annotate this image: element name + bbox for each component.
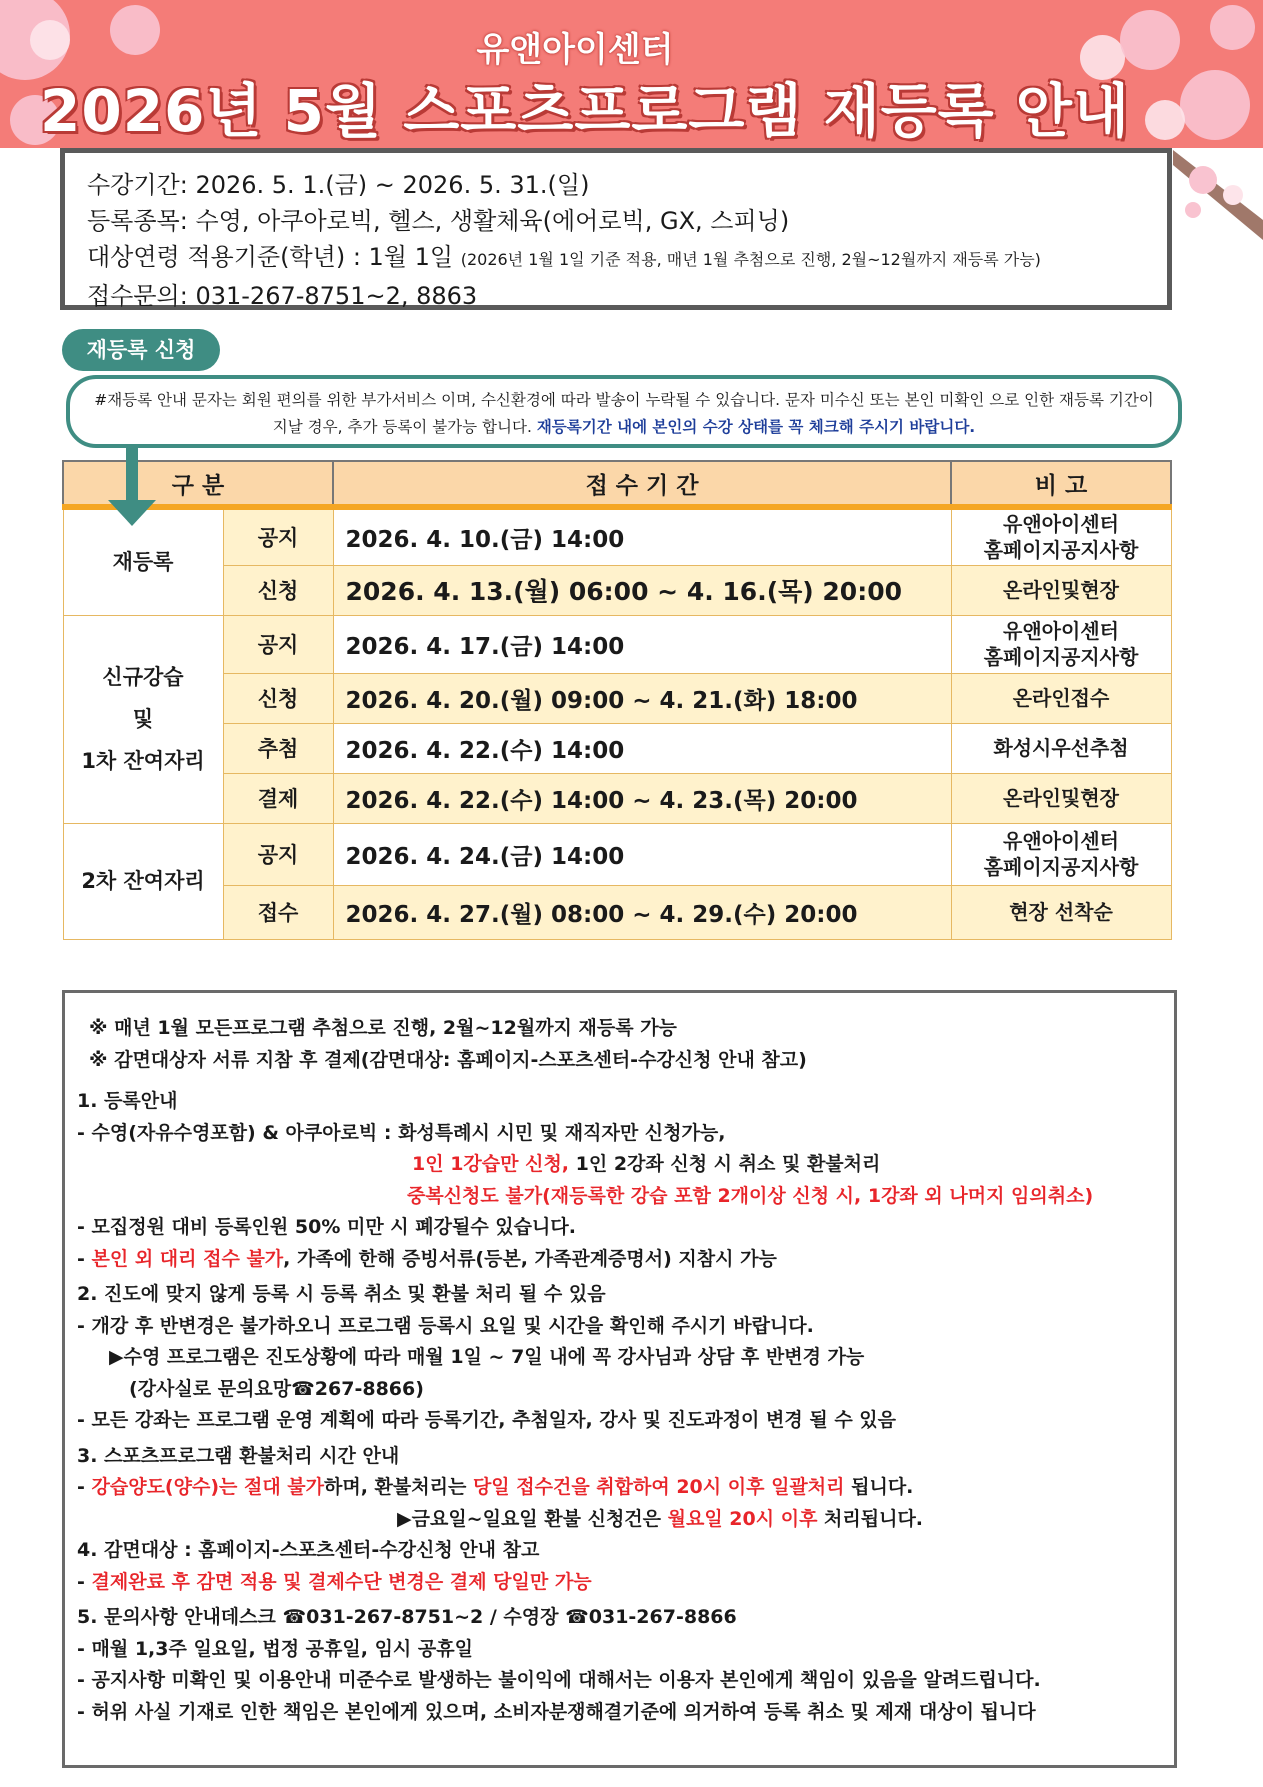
note-cell: 온라인및현장 (951, 773, 1171, 823)
cherry-branch-icon (1173, 140, 1263, 250)
guide-line (77, 1472, 1160, 1504)
red-text: 당일 접수건을 취합하여 20시 이후 일괄처리 (472, 1476, 845, 1498)
course-info-box (60, 148, 1172, 310)
red-text: 강습양도(양수)는 절대 불가 (91, 1476, 325, 1498)
type-cell: 신청 (223, 565, 333, 615)
age-rule-note: (2026년 1월 1일 기준 적용, 매년 1월 추첨으로 진행, 2월~12월까지 재등록 가능) (460, 250, 1041, 269)
period-cell: 2026. 4. 27.(월) 08:00 ~ 4. 29.(수) 20:00 (333, 885, 951, 939)
header-category: 구 분 (63, 461, 333, 507)
guide-line (77, 1567, 1160, 1599)
period-cell: 2026. 4. 22.(수) 14:00 ~ 4. 23.(목) 20:00 (333, 773, 951, 823)
header-banner (0, 0, 1263, 148)
type-cell: 신청 (223, 673, 333, 723)
category-cell: 신규강습 및 1차 잔여자리 (63, 615, 223, 823)
red-text: 중복신청도 불가(재등록한 강습 포함 2개이상 신청 시, 1강좌 외 나머지 임의취소) (407, 1184, 1094, 1207)
table-row (63, 673, 1171, 723)
schedule-table (62, 460, 1172, 940)
red-text: 월요일 20시 이후 (667, 1507, 818, 1530)
guide-line: ▶수영 프로그램은 진도상황에 따라 매월 1일 ~ 7일 내에 꼭 강사님과 상담 후 반변경 가능 (109, 1346, 865, 1368)
guide-line (77, 1149, 1160, 1181)
contact: 접수문의: 031-267-8751~2, 8863 (87, 282, 478, 310)
guide-line: - 모든 강좌는 프로그램 운영 계획에 따라 등록기간, 추첨일자, 강사 및 진도과정이 변경 될 수 있음 (77, 1409, 896, 1431)
type-cell: 공지 (223, 507, 333, 565)
section-title: 4. 감면대상 : 홈페이지-스포츠센터-수강신청 안내 참고 (77, 1539, 540, 1561)
guide-text: ▶금요일~일요일 환불 신청건은 (397, 1507, 668, 1530)
table-row (63, 723, 1171, 773)
guide-line: - 공지사항 미확인 및 이용안내 미준수로 발생하는 불이익에 대해서는 이용자 본인에게 책임이 있음을 알려드립니다. (77, 1669, 1041, 1691)
page-title: 2026년 5월 스포츠프로그램 재등록 안내 (40, 77, 1130, 145)
guide-box (62, 990, 1177, 1768)
guide-text: 하며, 환불처리는 (324, 1476, 473, 1498)
guide-text: , 가족에 한해 증빙서류(등본, 가족관계증명서) 지참시 가능 (283, 1247, 777, 1270)
age-rule (87, 239, 1147, 278)
programs: 등록종목: 수영, 아쿠아로빅, 헬스, 생활체육(에어로빅, GX, 스피닝) (87, 207, 790, 235)
table-row (63, 507, 1171, 565)
reregistration-label: 재등록 신청 (62, 329, 220, 371)
guide-text: - (77, 1570, 92, 1593)
table-row (63, 615, 1171, 673)
table-row (63, 885, 1171, 939)
red-text: 본인 외 대리 접수 불가 (91, 1247, 284, 1270)
guide-line: - 모집정원 대비 등록인원 50% 미만 시 폐강될수 있습니다. (77, 1216, 576, 1238)
guide-line (77, 1504, 1160, 1536)
section-title: 3. 스포츠프로그램 환불처리 시간 안내 (77, 1444, 400, 1467)
category-cell: 2차 잔여자리 (63, 823, 223, 939)
type-cell: 공지 (223, 615, 333, 673)
guide-line: - 수영(자유수영포함) & 아쿠아로빅 : 화성특례시 시민 및 재직자만 신청가능, (77, 1121, 726, 1144)
period-cell: 2026. 4. 17.(금) 14:00 (333, 615, 951, 673)
blossom-decoration (1180, 70, 1250, 140)
note-cell: 유앤아이센터 홈페이지공지사항 (951, 615, 1171, 673)
period-cell: 2026. 4. 13.(월) 06:00 ~ 4. 16.(목) 20:00 (333, 565, 951, 615)
sms-notice (66, 375, 1182, 448)
notice-highlight: 재등록기간 내에 본인의 수강 상태를 꼭 체크해 주시기 바랍니다. (536, 418, 976, 436)
arrow-down-icon (108, 500, 156, 526)
period-cell: 2026. 4. 20.(월) 09:00 ~ 4. 21.(화) 18:00 (333, 673, 951, 723)
section-title: 1. 등록안내 (77, 1090, 178, 1112)
section-title: 2. 진도에 맞지 않게 등록 시 등록 취소 및 환불 처리 될 수 있음 (77, 1283, 606, 1305)
age-rule-text: 대상연령 적용기준(학년) : 1월 1일 (87, 243, 454, 271)
section-title: 5. 문의사항 안내데스크 ☎031-267-8751~2 / 수영장 ☎031-267-8866 (77, 1606, 737, 1628)
note-cell: 온라인접수 (951, 673, 1171, 723)
period-cell: 2026. 4. 24.(금) 14:00 (333, 823, 951, 885)
guide-line (77, 1244, 1160, 1276)
guide-line: ※ 매년 1월 모든프로그램 추첨으로 진행, 2월~12월까지 재등록 가능 (89, 1017, 677, 1039)
period-cell: 2026. 4. 10.(금) 14:00 (333, 507, 951, 565)
guide-line: - 개강 후 반변경은 불가하오니 프로그램 등록시 요일 및 시간을 확인해 주시기 바랍니다. (77, 1314, 814, 1337)
period-cell: 2026. 4. 22.(수) 14:00 (333, 723, 951, 773)
type-cell: 공지 (223, 823, 333, 885)
header-note: 비 고 (951, 461, 1171, 507)
blossom-decoration (1210, 5, 1255, 50)
notice-text: #재등록 안내 문자는 회원 편의를 위한 부가서비스 이며, 수신환경에 따라 발송이 누락될 수 있습니다. 문자 미수신 또는 본인 미확인 으로 인한 재등록 기간이 지날 경우, 추가 등록이 불가능 합니다. (94, 391, 1154, 436)
header-period: 접 수 기 간 (333, 461, 951, 507)
arrow-shaft (126, 447, 138, 507)
guide-line: - 허위 사실 기재로 인한 책임은 본인에게 있으며, 소비자분쟁해결기준에 의거하여 등록 취소 및 제재 대상이 됩니다 (77, 1700, 1036, 1723)
category-cell: 재등록 (63, 507, 223, 615)
red-text: 결제완료 후 감면 적용 및 결제수단 변경은 결제 당일만 가능 (91, 1570, 592, 1593)
table-row (63, 773, 1171, 823)
note-cell: 현장 선착순 (951, 885, 1171, 939)
guide-text: - (77, 1476, 92, 1498)
note-cell: 온라인및현장 (951, 565, 1171, 615)
guide-line: ※ 감면대상자 서류 지참 후 결제(감면대상: 홈페이지-스포츠센터-수강신청 안내 참고) (89, 1048, 807, 1071)
course-period: 수강기간: 2026. 5. 1.(금) ~ 2026. 5. 31.(일) (87, 171, 590, 199)
guide-text: - (77, 1247, 92, 1270)
type-cell: 접수 (223, 885, 333, 939)
table-row (63, 823, 1171, 885)
note-cell: 화성시우선추첨 (951, 723, 1171, 773)
type-cell: 추첨 (223, 723, 333, 773)
guide-text: 처리됩니다. (817, 1507, 924, 1530)
guide-line (77, 1181, 1160, 1213)
table-row (63, 565, 1171, 615)
guide-text: 됩니다. (844, 1476, 914, 1498)
guide-text: 1인 2강좌 신청 시 취소 및 환불처리 (569, 1153, 881, 1175)
guide-line: (강사실로 문의요망☎267-8866) (129, 1377, 424, 1400)
note-cell: 유앤아이센터 홈페이지공지사항 (951, 507, 1171, 565)
type-cell: 결제 (223, 773, 333, 823)
note-cell: 유앤아이센터 홈페이지공지사항 (951, 823, 1171, 885)
center-name: 유앤아이센터 (476, 30, 674, 70)
guide-line: - 매월 1,3주 일요일, 법정 공휴일, 임시 공휴일 (77, 1637, 473, 1660)
red-text: 1인 1강습만 신청, (412, 1153, 570, 1175)
